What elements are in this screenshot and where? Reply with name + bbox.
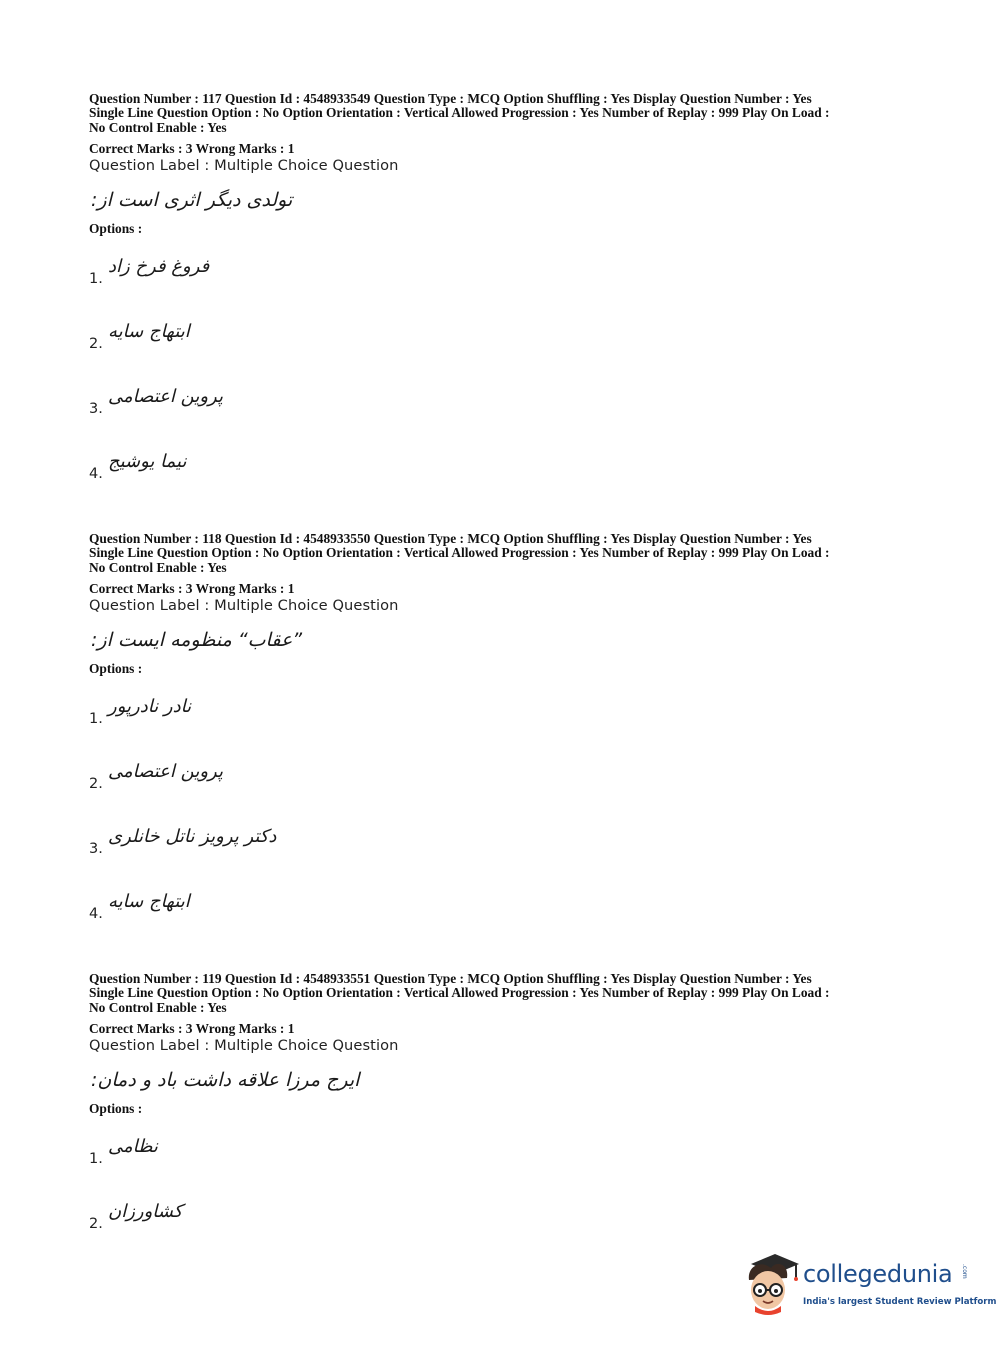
meta-line: Single Line Question Option : No Option Orientation : Vertical Allowed Progression : Yes Number of Replay : 999 Play On Load : <box>89 985 830 1001</box>
marks-line: Correct Marks : 3 Wrong Marks : 1 <box>89 1021 295 1037</box>
question-meta <box>89 532 919 575</box>
option-2[interactable] <box>89 741 919 806</box>
option-1[interactable] <box>89 236 919 301</box>
logo-domain: .com <box>961 1264 968 1279</box>
question-block-117 <box>89 92 919 496</box>
question-block-119 <box>89 972 919 1246</box>
option-number: 3. <box>89 841 103 858</box>
option-number: 3. <box>89 401 103 418</box>
question-meta <box>89 92 919 135</box>
option-number: 2. <box>89 1216 103 1233</box>
option-4[interactable] <box>89 871 919 936</box>
option-3[interactable] <box>89 806 919 871</box>
option-number: 1. <box>89 711 103 728</box>
question-block-118 <box>89 532 919 936</box>
marks-line: Correct Marks : 3 Wrong Marks : 1 <box>89 581 295 597</box>
question-label: Question Label : Multiple Choice Question <box>89 597 399 615</box>
option-number: 2. <box>89 776 103 793</box>
question-text: تولدی دیگر اثری است از: <box>91 189 293 212</box>
meta-line: No Control Enable : Yes <box>89 119 227 135</box>
question-text: ایرج مرزا علاقه داشت باد و دمان: <box>91 1069 360 1092</box>
option-text: پروین اعتصامی <box>108 386 223 408</box>
option-number: 4. <box>89 466 103 483</box>
logo-tagline: India's largest Student Review Platform <box>803 1297 997 1307</box>
meta-line: Question Number : 119 Question Id : 4548933551 Question Type : MCQ Option Shuffling : Yes Display Question Number : Yes <box>89 971 812 986</box>
meta-line: Question Number : 117 Question Id : 4548933549 Question Type : MCQ Option Shuffling : Yes Display Question Number : Yes <box>89 91 812 106</box>
meta-line: Single Line Question Option : No Option Orientation : Vertical Allowed Progression : Yes Number of Replay : 999 Play On Load : <box>89 105 830 121</box>
option-2[interactable] <box>89 1181 919 1246</box>
meta-line: Question Number : 118 Question Id : 4548933550 Question Type : MCQ Option Shuffling : Yes Display Question Number : Yes <box>89 531 812 546</box>
option-text: ابتهاج سایه <box>108 891 190 913</box>
question-text: ”عقاب“ منظومه ایست از: <box>91 629 303 652</box>
options-heading: Options : <box>89 661 143 677</box>
option-3[interactable] <box>89 366 919 431</box>
option-text: نیما یوشیج <box>108 451 187 473</box>
option-text: کشاورزان <box>108 1201 183 1223</box>
option-number: 2. <box>89 336 103 353</box>
option-text: پروین اعتصامی <box>108 761 223 783</box>
option-number: 4. <box>89 906 103 923</box>
question-label: Question Label : Multiple Choice Question <box>89 157 399 175</box>
option-text: نادر نادرپور <box>108 696 192 718</box>
meta-line: No Control Enable : Yes <box>89 559 227 575</box>
option-1[interactable] <box>89 1116 919 1181</box>
options-heading: Options : <box>89 1101 143 1117</box>
option-1[interactable] <box>89 676 919 741</box>
option-text: ابتهاج سایه <box>108 321 190 343</box>
question-label: Question Label : Multiple Choice Question <box>89 1037 399 1055</box>
collegedunia-logo[interactable] <box>741 1250 997 1316</box>
mascot-icon <box>741 1250 801 1316</box>
marks-line: Correct Marks : 3 Wrong Marks : 1 <box>89 141 295 157</box>
option-text: نظامی <box>108 1136 158 1158</box>
question-meta <box>89 972 919 1015</box>
option-4[interactable] <box>89 431 919 496</box>
options-heading: Options : <box>89 221 143 237</box>
option-number: 1. <box>89 271 103 288</box>
option-2[interactable] <box>89 301 919 366</box>
option-text: فروغ فرخ زاد <box>108 256 210 278</box>
logo-wordmark: collegedunia <box>803 1260 953 1288</box>
meta-line: No Control Enable : Yes <box>89 999 227 1015</box>
option-text: دکتر پرویز ناتل خانلری <box>108 826 277 848</box>
meta-line: Single Line Question Option : No Option Orientation : Vertical Allowed Progression : Yes Number of Replay : 999 Play On Load : <box>89 545 830 561</box>
option-number: 1. <box>89 1151 103 1168</box>
